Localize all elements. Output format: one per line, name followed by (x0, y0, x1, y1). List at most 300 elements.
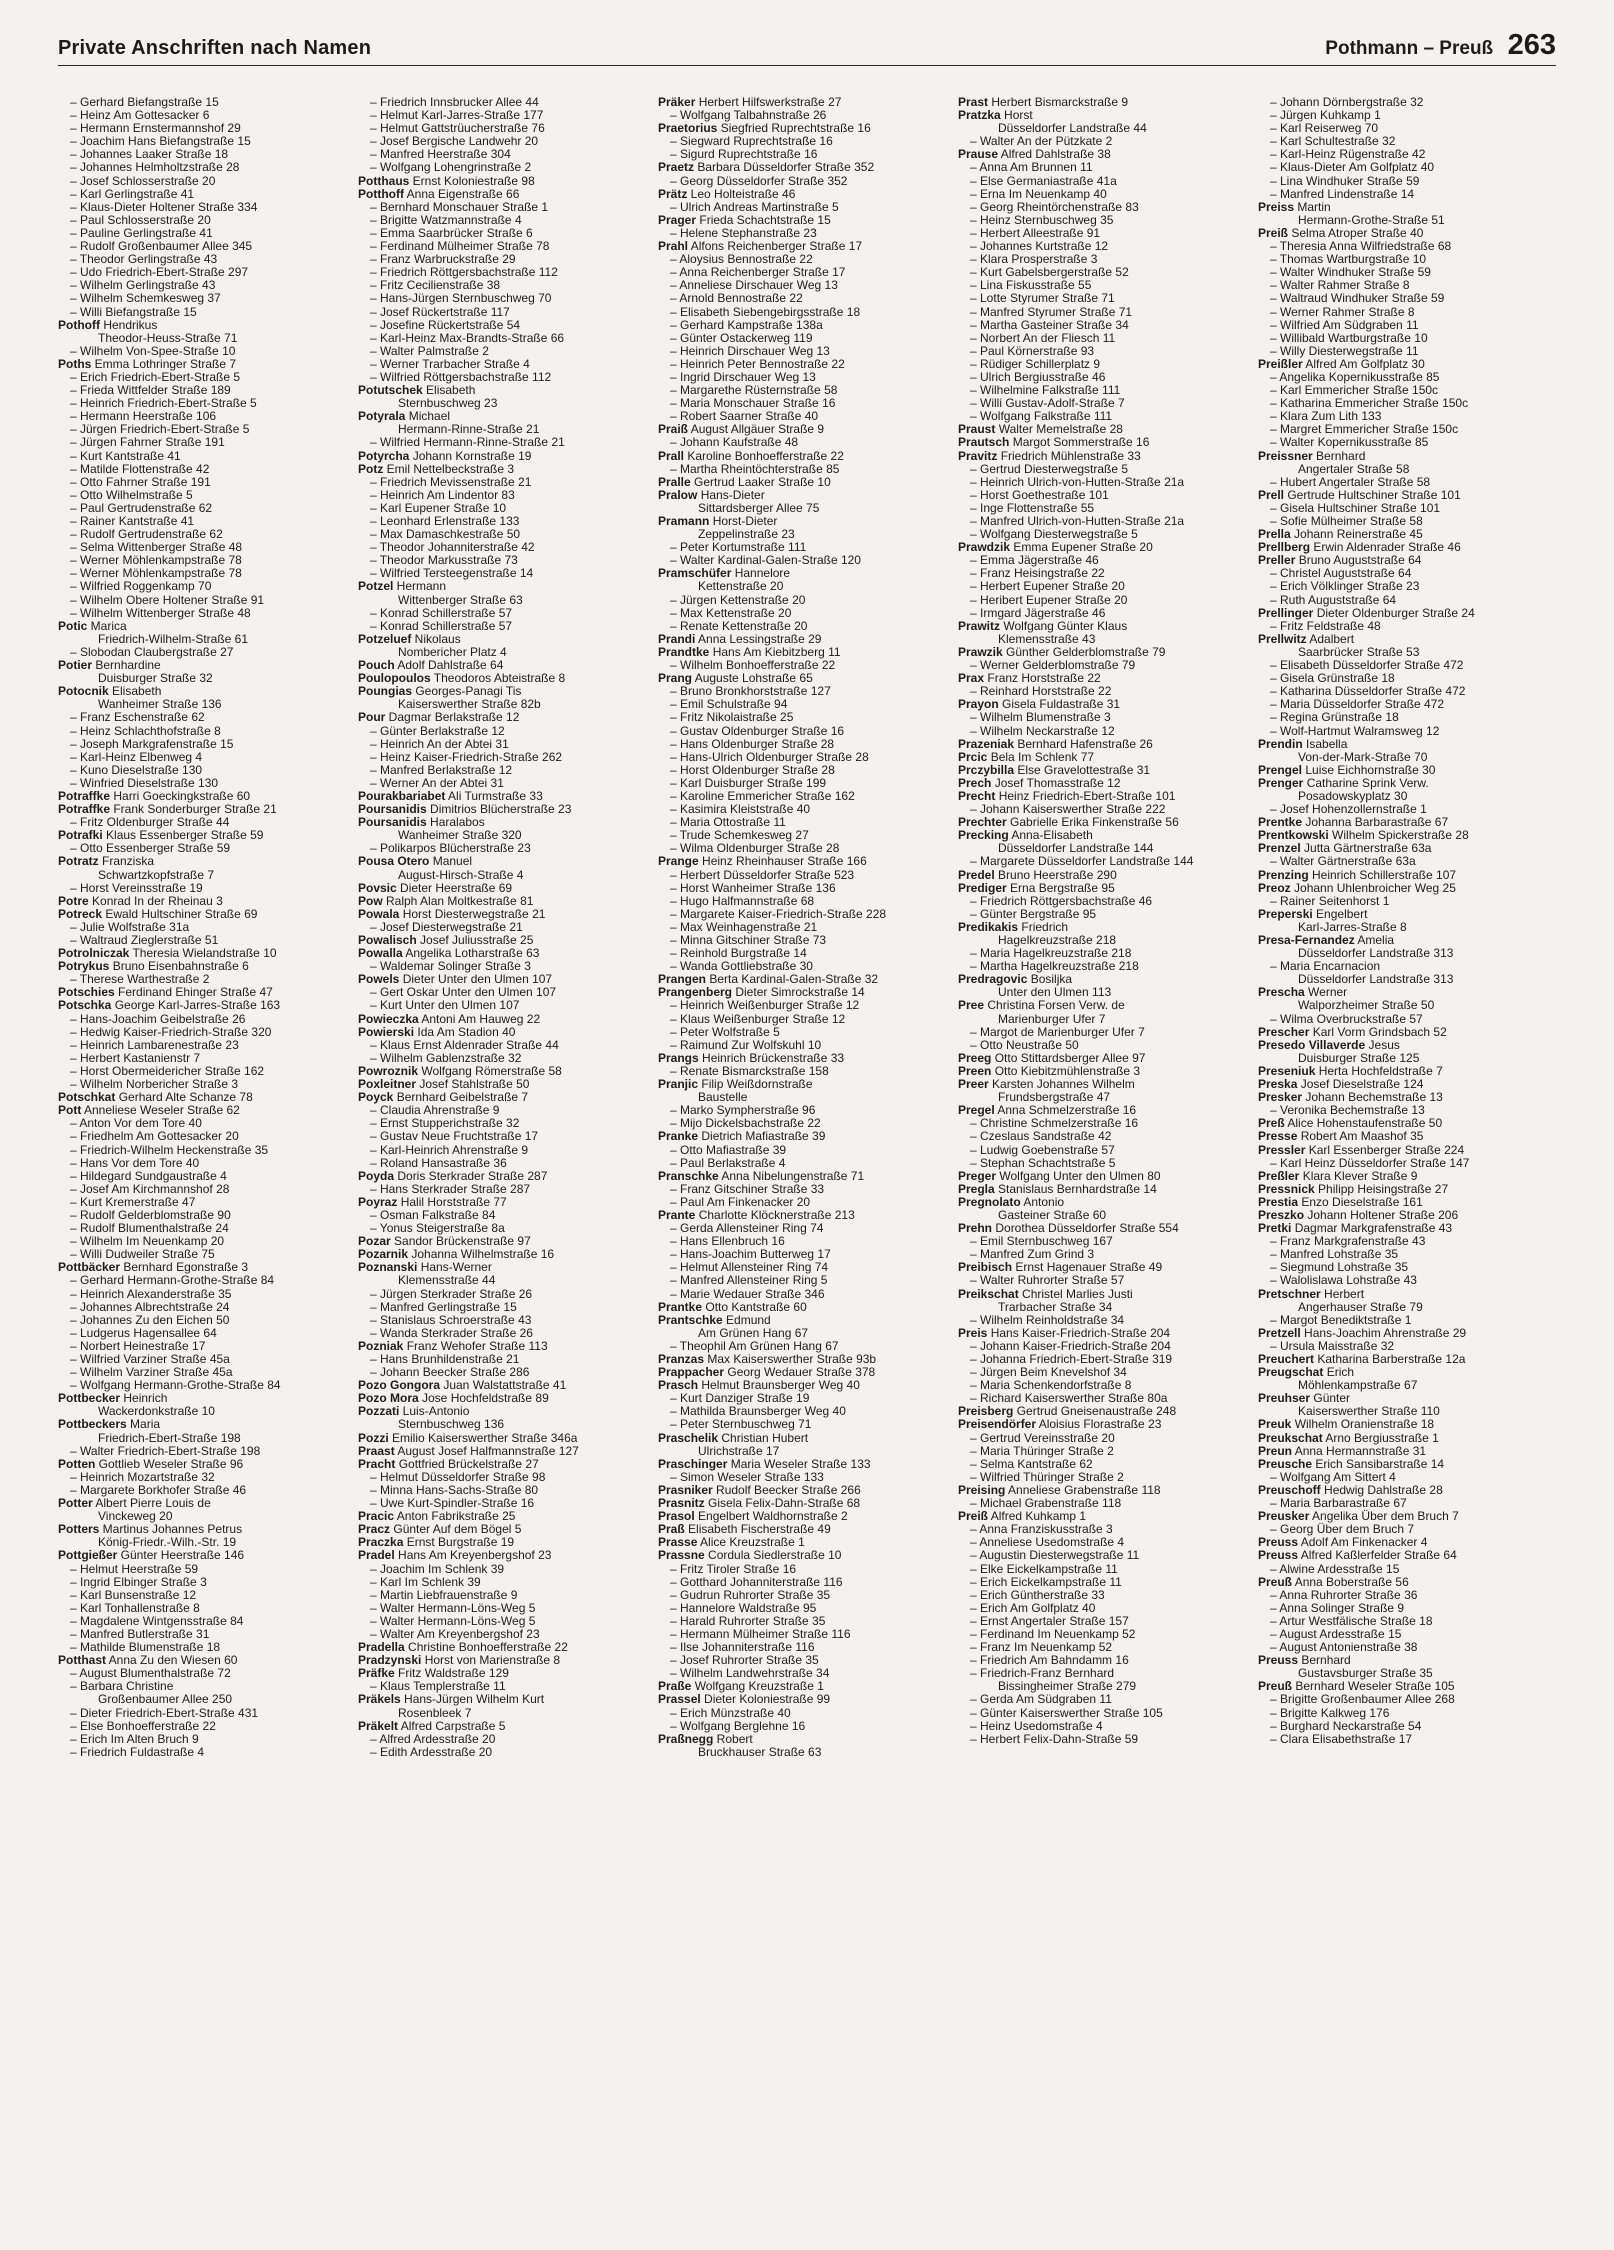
directory-entry: Preusche Erich Sansibarstraße 14 (1258, 1456, 1445, 1471)
directory-entry: Prescha Werner (1258, 985, 1348, 1000)
directory-entry: Preibisch Ernst Hagenauer Straße 49 (958, 1260, 1163, 1275)
directory-entry: – Marko Sympherstraße 96 (670, 1103, 816, 1118)
surname: Poznanski (358, 1260, 418, 1275)
directory-entry: Prange Heinz Rheinhauser Straße 166 (658, 854, 867, 869)
directory-entry: – Maria Monschauer Straße 16 (670, 396, 836, 411)
directory-entry: – Ferdinand Mülheimer Straße 78 (370, 239, 550, 254)
directory-entry: – Siegward Ruprechtstraße 16 (670, 134, 833, 149)
directory-entry: – Josef Bergische Landwehr 20 (370, 134, 539, 149)
directory-entry: – Bernhard Monschauer Straße 1 (370, 199, 549, 214)
surname: Pralow (658, 487, 698, 502)
directory-entry: Kettenstraße 20 (698, 579, 784, 594)
directory-entry: – Walter Rahmer Straße 8 (1270, 278, 1410, 293)
directory-entry: – Heribert Eupener Straße 20 (970, 592, 1128, 607)
directory-entry: – Wolfgang Diesterwegstraße 5 (970, 527, 1138, 542)
directory-entry: – Maria Ottostraße 11 (670, 815, 786, 830)
directory-entry: Pourakbariabet Ali Turmstraße 33 (358, 788, 543, 803)
directory-entry: Preuchert Katharina Barberstraße 12a (1258, 1352, 1466, 1366)
directory-entry: Pretzell Hans-Joachim Ahrenstraße 29 (1258, 1325, 1467, 1340)
directory-entry: – Rainer Kantstraße 41 (70, 514, 195, 528)
surname: Pressler (1258, 1142, 1306, 1157)
surname: Preun (1258, 1443, 1293, 1458)
directory-entry: – Friedrich Am Bahndamm 16 (970, 1653, 1129, 1668)
surname: Predragovic (958, 972, 1028, 987)
directory-entry: – Gerhard Kampstraße 138a (670, 317, 823, 332)
surname: Preikschat (958, 1286, 1019, 1301)
directory-entry: Powierski Ida Am Stadion 40 (358, 1024, 516, 1039)
directory-entry: – Johann Kaiser-Friedrich-Straße 204 (970, 1338, 1171, 1353)
directory-entry: – Manfred Butlerstraße 31 (70, 1626, 210, 1641)
directory-entry: – Gustav Oldenburger Straße 16 (670, 723, 845, 738)
directory-entry: Präkels Hans-Jürgen Wilhelm Kurt (358, 1692, 545, 1707)
directory-entry: Presse Robert Am Maashof 35 (1258, 1129, 1424, 1144)
directory-entry: – Waldemar Solinger Straße 3 (370, 959, 531, 974)
directory-entry: Prasch Helmut Braunsberger Weg 40 (658, 1378, 860, 1393)
surname: Präkelt (358, 1718, 399, 1733)
directory-entry: Preuss Alfred Kaßlerfelder Straße 64 (1258, 1548, 1457, 1563)
directory-entry: – Bruno Bronkhorststraße 127 (670, 684, 831, 699)
directory-entry: – Jürgen Kettenstraße 20 (670, 592, 806, 607)
directory-entry: Prech Josef Thomasstraße 12 (958, 775, 1121, 790)
surname: Preusche (1258, 1456, 1313, 1471)
directory-entry: – Fritz Feldstraße 48 (1270, 618, 1381, 633)
directory-entry: – Katharina Düsseldorfer Straße 472 (1270, 684, 1466, 699)
directory-entry: – Wilfried Hermann-Rinne-Straße 21 (370, 435, 565, 450)
surname: Potthast (58, 1653, 106, 1668)
surname: Prellberg (1258, 540, 1311, 555)
directory-entry: – Gudrun Ruhrorter Straße 35 (670, 1587, 831, 1602)
surname: Preuchert (1258, 1352, 1315, 1366)
directory-entry: – Therese Warthestraße 2 (70, 972, 210, 987)
directory-entry: – Friedrich Fuldastraße 4 (70, 1744, 205, 1759)
directory-entry: – Gerhard Hermann-Grothe-Straße 84 (70, 1273, 275, 1288)
surname: Prendin (1258, 736, 1303, 751)
directory-entry: – Angelika Kopernikusstraße 85 (1270, 369, 1440, 384)
directory-entry: Pretki Dagmar Markgrafenstraße 43 (1258, 1221, 1453, 1236)
directory-entry: – Willi Gustav-Adolf-Straße 7 (970, 396, 1125, 411)
directory-entry: – Helmut Allensteiner Ring 74 (670, 1260, 829, 1275)
directory-entry: – Walter Gärtnerstraße 63a (1270, 854, 1416, 869)
directory-entry: Duisburger Straße 32 (98, 671, 213, 686)
name-range: Pothmann – Preuß (1325, 38, 1494, 59)
surname: Potzeluef (358, 631, 412, 646)
directory-entry: Prall Karoline Bonhoefferstraße 22 (658, 448, 844, 463)
directory-entry: – Günter Berlakstraße 12 (370, 723, 505, 738)
directory-entry: – Selma Wittenberger Straße 48 (70, 540, 243, 555)
directory-entry: Preeg Otto Stittardsberger Allee 97 (958, 1050, 1146, 1065)
directory-entry: – Max Weinhagenstraße 21 (670, 919, 818, 934)
surname: Pratzka (958, 108, 1001, 123)
directory-entry: Düsseldorfer Landstraße 313 (1298, 972, 1454, 987)
directory-entry: – Hans Ellenbruch 16 (670, 1234, 785, 1249)
directory-entry: Praschinger Maria Weseler Straße 133 (658, 1456, 871, 1471)
directory-entry: – Clara Elisabethstraße 17 (1270, 1731, 1413, 1746)
directory-entry: – Norbert Heinestraße 17 (70, 1338, 206, 1353)
surname: Praßnegg (658, 1731, 714, 1746)
surname: Prassne (658, 1548, 705, 1563)
surname: Potre (58, 893, 89, 908)
directory-entry: – Johannes Helmholtzstraße 28 (70, 160, 240, 175)
directory-entry: Prentkowski Wilhelm Spickerstraße 28 (1258, 828, 1469, 843)
directory-entry: – Raimund Zur Wolfskuhl 10 (670, 1037, 822, 1052)
surname: Potocnik (58, 684, 109, 699)
surname: Praast (358, 1443, 395, 1458)
surname: Prenzing (1258, 867, 1309, 882)
directory-entry: Prasse Alice Kreuzstraße 1 (658, 1535, 805, 1550)
directory-entry: – Kasimira Kleiststraße 40 (670, 802, 811, 817)
surname: Pracic (358, 1509, 395, 1524)
directory-entry: – Peter Kortumstraße 111 (670, 540, 807, 555)
directory-entry: – Klaus-Dieter Am Golfplatz 40 (1270, 160, 1435, 175)
directory-entry: – Karl Tonhallenstraße 8 (70, 1600, 200, 1615)
directory-entry: – Anneliese Usedomstraße 4 (970, 1535, 1125, 1550)
directory-entry: Gustavsburger Straße 35 (1298, 1666, 1433, 1681)
surname: Prentkowski (1258, 828, 1329, 843)
directory-entry: Pradel Hans Am Kreyenbergshof 23 (358, 1548, 552, 1563)
directory-entry: – Heinz Schlachthofstraße 8 (70, 723, 221, 738)
directory-entry: – Walter Windhuker Straße 59 (1270, 265, 1431, 280)
directory-entry: – Karl-Heinrich Ahrenstraße 9 (370, 1142, 529, 1157)
directory-entry: Duisburger Straße 125 (1298, 1050, 1420, 1065)
directory-entry: – Uwe Kurt-Spindler-Straße 16 (370, 1496, 535, 1511)
directory-entry: Potratz Franziska (58, 854, 155, 869)
directory-entry: – Werner Rahmer Straße 8 (1270, 304, 1415, 319)
directory-entry: – Robert Saarner Straße 40 (670, 409, 819, 424)
surname: Prappacher (658, 1365, 725, 1380)
directory-entry: Kaiserswerther Straße 82b (398, 697, 541, 712)
surname: Predikakis (958, 919, 1019, 934)
directory-entry: – Alwine Ardesstraße 15 (1270, 1561, 1400, 1576)
directory-entry: Potyrcha Johann Kornstraße 19 (358, 448, 532, 463)
directory-entry: Praetz Barbara Düsseldorfer Straße 352 (658, 160, 875, 175)
directory-entry: Präfke Fritz Waldstraße 129 (358, 1666, 509, 1681)
directory-entry: Prczybilla Else Gravelottestraße 31 (958, 762, 1151, 777)
surname: Pregnolato (958, 1194, 1021, 1209)
directory-entry: Preis Hans Kaiser-Friedrich-Straße 204 (958, 1325, 1171, 1340)
directory-entry: – Jürgen Sterkrader Straße 26 (370, 1286, 533, 1301)
surname: Preis (958, 1325, 988, 1340)
directory-entry: – Wolfgang Hermann-Grothe-Straße 84 (70, 1378, 281, 1393)
directory-entry: – Maria Thüringer Straße 2 (970, 1443, 1114, 1458)
surname: Preoz (1258, 880, 1291, 895)
directory-entry: Prawdzik Emma Eupener Straße 20 (958, 540, 1153, 555)
surname: Pourakbariabet (358, 788, 446, 803)
directory-entry: Preß Alice Hohenstaufenstraße 50 (1258, 1116, 1443, 1131)
surname: Pow (358, 893, 383, 908)
directory-entry: – Christel Auguststraße 64 (1270, 566, 1412, 581)
directory-entry: – Brigitte Watzmannstraße 4 (370, 212, 522, 227)
directory-entry: – Friedhelm Am Gottesacker 20 (70, 1129, 239, 1144)
directory-entry: – Hubert Angertaler Straße 58 (1270, 474, 1431, 489)
surname: Pramann (658, 514, 710, 528)
directory-entry: – Ernst Angertaler Straße 157 (970, 1613, 1129, 1628)
directory-entry: – Slobodan Claubergstraße 27 (70, 644, 234, 659)
directory-entry: – Maria Schenkendorfstraße 8 (970, 1378, 1132, 1393)
directory-entry: – Margarete Borkhofer Straße 46 (70, 1482, 247, 1497)
directory-entry: – Renate Kettenstraße 20 (670, 618, 808, 633)
directory-entry: Powalisch Josef Juliusstraße 25 (358, 933, 534, 947)
directory-entry: – Jürgen Friedrich-Ebert-Straße 5 (70, 422, 250, 437)
directory-entry: – Emil Schulstraße 94 (670, 697, 788, 712)
directory-entry: – Franz Markgrafenstraße 43 (1270, 1234, 1426, 1249)
directory-entry: – Heinrich Peter Bennostraße 22 (670, 356, 845, 371)
surname: Pottbäcker (58, 1260, 121, 1275)
directory-entry: – Jürgen Kuhkamp 1 (1270, 108, 1381, 123)
surname: Pozo Mora (358, 1391, 419, 1406)
surname: Poyda (358, 1168, 395, 1183)
directory-entry: Pozzati Luis-Antonio (358, 1404, 470, 1419)
directory-entry: – Anna Am Brunnen 11 (970, 160, 1093, 175)
directory-entry: – Anna Reichenberger Straße 17 (670, 265, 846, 280)
directory-entry: Prasnitz Gisela Felix-Dahn-Straße 68 (658, 1496, 861, 1511)
directory-entry: – Hans-Joachim Butterweg 17 (670, 1247, 831, 1262)
directory-entry: – Friedrich Innsbrucker Allee 44 (370, 96, 539, 109)
surname: Prawitz (958, 618, 1001, 633)
surname: Pott (58, 1103, 82, 1118)
directory-entry: – Wilhelm Blumenstraße 3 (970, 710, 1111, 725)
directory-entry: – Wilfried Am Südgraben 11 (1270, 317, 1419, 332)
directory-entry: – Wilhelm Bonhoefferstraße 22 (670, 658, 836, 673)
directory-entry: – Wilhelm Neckarstraße 12 (970, 723, 1115, 738)
surname: Prasse (658, 1535, 698, 1550)
directory-entry: Prassel Dieter Koloniestraße 99 (658, 1692, 831, 1707)
directory-entry: – Peter Wolfstraße 5 (670, 1024, 780, 1039)
directory-entry: – Karl Im Schlenk 39 (370, 1574, 481, 1589)
surname: Prechter (958, 815, 1007, 830)
surname: Preiß (958, 1509, 989, 1524)
directory-entry: – Elke Eickelkampstraße 11 (970, 1561, 1118, 1576)
directory-entry: Preuß Anna Boberstraße 56 (1258, 1574, 1409, 1589)
directory-entry: Potic Marica (58, 618, 127, 633)
directory-entry: – Walter Hermann-Löns-Weg 5 (370, 1613, 536, 1628)
directory-entry: – Gerda Allensteiner Ring 74 (670, 1221, 824, 1236)
directory-entry: Pravitz Friedrich Mühlenstraße 33 (958, 448, 1141, 463)
directory-entry: Preugschat Erich (1258, 1365, 1355, 1380)
directory-entry: Poursanidis Haralabos (358, 815, 485, 830)
surname: Prawzik (958, 644, 1003, 659)
directory-entry: – Willibald Wartburgstraße 10 (1270, 330, 1428, 345)
directory-entry: – Gerhard Biefangstraße 15 (70, 96, 219, 109)
directory-entry: – August Blumenthalstraße 72 (70, 1666, 231, 1681)
directory-entry: Preikschat Christel Marlies Justi (958, 1286, 1133, 1301)
directory-entry: Großenbaumer Allee 250 (98, 1692, 233, 1707)
directory-entry: – Martin Liebfrauenstraße 9 (370, 1587, 518, 1602)
surname: Potters (58, 1522, 100, 1537)
surname: Preer (958, 1077, 989, 1092)
directory-entry: – Georg Düsseldorfer Straße 352 (670, 173, 848, 188)
directory-entry: Preuss Adolf Am Finkenacker 4 (1258, 1535, 1428, 1550)
directory-entry: – Mijo Dickelsbachstraße 22 (670, 1116, 821, 1131)
directory-entry: – Hans Vor dem Tore 40 (70, 1155, 200, 1170)
surname: Pretki (1258, 1221, 1292, 1236)
surname: Preuk (1258, 1417, 1292, 1432)
directory-entry: – Helene Stephanstraße 23 (670, 225, 817, 240)
directory-entry: Prandi Anna Lessingstraße 29 (658, 631, 822, 646)
directory-entry: Preukschat Arno Bergiusstraße 1 (1258, 1430, 1439, 1445)
surname: Pressnick (1258, 1181, 1315, 1196)
surname: Pracht (358, 1456, 396, 1471)
directory-entry: – Thomas Wartburgstraße 10 (1270, 252, 1427, 267)
directory-entry: Pozzi Emilio Kaiserswerther Straße 346a (358, 1430, 578, 1445)
surname: Pozarnik (358, 1247, 409, 1262)
directory-entry: – Günter Kaiserswerther Straße 105 (970, 1705, 1163, 1720)
directory-entry: Prellinger Dieter Oldenburger Straße 24 (1258, 605, 1475, 620)
directory-entry: – Veronika Bechemstraße 13 (1270, 1103, 1425, 1118)
directory-entry: Pottbeckers Maria (58, 1417, 161, 1432)
surname: Prazeniak (958, 736, 1015, 751)
directory-entry: – Sigurd Ruprechtstraße 16 (670, 147, 818, 162)
directory-entry: Pranjic Filip Weißdornstraße (658, 1077, 813, 1092)
directory-entry: – Johann Dörnbergstraße 32 (1270, 96, 1424, 109)
surname: Preuss (1258, 1535, 1299, 1550)
surname: Potschkat (58, 1090, 116, 1105)
directory-entry: – Hermann Ernstermannshof 29 (70, 121, 241, 136)
directory-entry: – Horst Vereinsstraße 19 (70, 880, 203, 895)
directory-entry: – Jürgen Fahrner Straße 191 (70, 435, 225, 450)
directory-entry: – Werner Möhlenkampstraße 78 (70, 566, 242, 581)
directory-entry: – Minna Gitschiner Straße 73 (670, 933, 827, 947)
directory-entry: – Theodor Markusstraße 73 (370, 553, 518, 568)
surname: Precht (958, 788, 996, 803)
directory-entry: – Erich Güntherstraße 33 (970, 1587, 1105, 1602)
surname: Prager (658, 212, 697, 227)
surname: Pregel (958, 1103, 995, 1118)
directory-entry: – Waltraud Windhuker Straße 59 (1270, 291, 1445, 306)
directory-entry: – Horst Obermeidericher Straße 162 (70, 1063, 265, 1078)
directory-entry: – Helmut Karl-Jarres-Straße 177 (370, 108, 544, 123)
directory-entry: – Rüdiger Schillerplatz 9 (970, 356, 1101, 371)
directory-entry: – Franz Heisingstraße 22 (970, 566, 1105, 581)
surname: Powierski (358, 1024, 415, 1039)
directory-entry: – Max Kettenstraße 20 (670, 605, 792, 620)
surname: Prahl (658, 239, 689, 254)
surname: Pradel (358, 1548, 395, 1563)
directory-entry: Nombericher Platz 4 (398, 644, 507, 659)
directory-entry: Preperski Engelbert (1258, 906, 1368, 921)
directory-entry: – Norbert An der Fliesch 11 (970, 330, 1116, 345)
directory-entry: – Martha Gasteiner Straße 34 (970, 317, 1129, 332)
directory-entry: Poyraz Halil Horststraße 77 (358, 1194, 507, 1209)
directory-entry: – Hans-Ulrich Oldenburger Straße 28 (670, 749, 869, 764)
surname: Prätz (658, 186, 688, 201)
directory-entry: – Werner Trarbacher Straße 4 (370, 356, 530, 371)
directory-entry: – Minna Hans-Sachs-Straße 80 (370, 1482, 539, 1497)
directory-entry: – Wilhelm Gablenzstraße 32 (370, 1050, 522, 1065)
directory-entry: – Horst Oldenburger Straße 28 (670, 762, 835, 777)
directory-entry: – Udo Friedrich-Ebert-Straße 297 (70, 265, 249, 280)
directory-entry: – Else Germaniastraße 41a (970, 173, 1117, 188)
directory-entry: – Hermann Heerstraße 106 (70, 409, 217, 424)
directory-entry: Preuhser Günter (1258, 1391, 1351, 1406)
surname: Powels (358, 972, 400, 987)
directory-entry: Rosenbleek 7 (398, 1705, 472, 1720)
surname: Praiß (658, 422, 689, 437)
directory-entry: Pradella Christine Bonhoefferstraße 22 (358, 1640, 568, 1655)
directory-entry: Prella Johann Reinerstraße 45 (1258, 527, 1423, 542)
directory-entry: Pottbäcker Bernhard Egonstraße 3 (58, 1260, 249, 1275)
directory-entry: – Max Damaschkestraße 50 (370, 527, 521, 542)
directory-entry: – Emil Sternbuschweg 167 (970, 1234, 1113, 1249)
surname: Potten (58, 1456, 96, 1471)
directory-entry: – Wilfried Tersteegenstraße 14 (370, 566, 534, 581)
surname: Poxleitner (358, 1077, 417, 1092)
directory-entry: Pregnolato Antonio (958, 1194, 1065, 1209)
surname: Pranschke (658, 1168, 719, 1183)
directory-entry: – Siegmund Lohstraße 35 (1270, 1260, 1409, 1275)
surname: Praschelik (658, 1430, 719, 1445)
directory-entry: Prentke Johanna Barbarastraße 67 (1258, 815, 1449, 830)
directory-entry: Preiss Martin (1258, 199, 1331, 214)
directory-entry: – Heinrich Alexanderstraße 35 (70, 1286, 232, 1301)
directory-entry: – Karl Emmericher Straße 150c (1270, 383, 1439, 398)
directory-entry: – Walolislawa Lohstraße 43 (1270, 1273, 1417, 1288)
column-5 (1258, 96, 1552, 2206)
directory-entry: Prang Auguste Lohstraße 65 (658, 671, 813, 686)
directory-entry: – Hermann Mülheimer Straße 116 (670, 1626, 851, 1641)
header-rule (58, 65, 1556, 66)
directory-entry: Preuß Bernhard Weseler Straße 105 (1258, 1679, 1455, 1694)
directory-entry: – Joseph Markgrafenstraße 15 (70, 736, 234, 751)
directory-entry: Schwartzkopfstraße 7 (98, 867, 215, 882)
directory-entry: – Josef Schlosserstraße 20 (70, 173, 216, 188)
directory-entry: – Leonhard Erlenstraße 133 (370, 514, 520, 528)
surname: Prandtke (658, 644, 710, 659)
directory-entry: – Wilma Overbruckstraße 57 (1270, 1011, 1423, 1026)
directory-entry: Prangs Heinrich Brückenstraße 33 (658, 1050, 845, 1065)
directory-entry: – Franz Im Neuenkamp 52 (970, 1640, 1113, 1655)
directory-entry: Prasniker Rudolf Beecker Straße 266 (658, 1482, 861, 1497)
directory-entry: – Gertrud Vereinsstraße 20 (970, 1430, 1115, 1445)
surname: Präker (658, 96, 696, 109)
directory-entry: – Walter An der Pützkate 2 (970, 134, 1113, 149)
directory-entry: Pozar Sandor Brückenstraße 97 (358, 1234, 531, 1249)
directory-entry: – Werner Möhlenkampstraße 78 (70, 553, 242, 568)
directory-entry: Präker Herbert Hilfswerkstraße 27 (658, 96, 842, 109)
directory-entry: – Peter Sternbuschweg 71 (670, 1417, 812, 1432)
directory-entry: – Christine Schmelzerstraße 16 (970, 1116, 1139, 1131)
directory-entry: – Johannes Albrechtstraße 24 (70, 1299, 230, 1314)
surname: Pothoff (58, 317, 100, 332)
surname: Pour (358, 710, 386, 725)
directory-entry: – Alfred Ardesstraße 20 (370, 1731, 496, 1746)
directory-entry: Praetorius Siegfried Ruprechtstraße 16 (658, 121, 871, 136)
directory-entry: Potter Albert Pierre Louis de (58, 1496, 211, 1511)
surname: Prenzel (1258, 841, 1301, 856)
directory-entry: – Johannes Laaker Straße 18 (70, 147, 229, 162)
directory-entry: Preen Otto Kiebitzmühlenstraße 3 (958, 1063, 1141, 1078)
surname: Potschies (58, 985, 115, 1000)
surname: Prawdzik (958, 540, 1011, 555)
directory-entry: – Heinrich Weißenburger Straße 12 (670, 998, 860, 1013)
directory-entry: – Günter Ostackerweg 119 (670, 330, 813, 345)
directory-entry: Bruckhauser Straße 63 (698, 1744, 822, 1759)
surname: Prasch (658, 1378, 699, 1393)
surname: Prasol (658, 1509, 695, 1524)
surname: Preisendörfer (958, 1417, 1037, 1432)
surname: Potschka (58, 998, 112, 1013)
directory-entry: Prell Gertrude Hultschiner Straße 101 (1258, 487, 1461, 502)
directory-entry: – Martha Rheintöchterstraße 85 (670, 461, 840, 476)
directory-entry: Prangenberg Dieter Simrockstraße 14 (658, 985, 865, 1000)
directory-entry: Sternbuschweg 136 (398, 1417, 505, 1432)
directory-entry: – Ulrich Bergiusstraße 46 (970, 369, 1106, 384)
column-1 (58, 96, 352, 2206)
surname: Prautsch (958, 435, 1010, 450)
directory-entry: Hermann-Grothe-Straße 51 (1298, 212, 1445, 227)
directory-entry: Marienburger Ufer 7 (998, 1011, 1106, 1026)
directory-entry: Potrolniczak Theresia Wielandstraße 10 (58, 946, 277, 961)
directory-entry: – Josef Hohenzollernstraße 1 (1270, 802, 1427, 817)
